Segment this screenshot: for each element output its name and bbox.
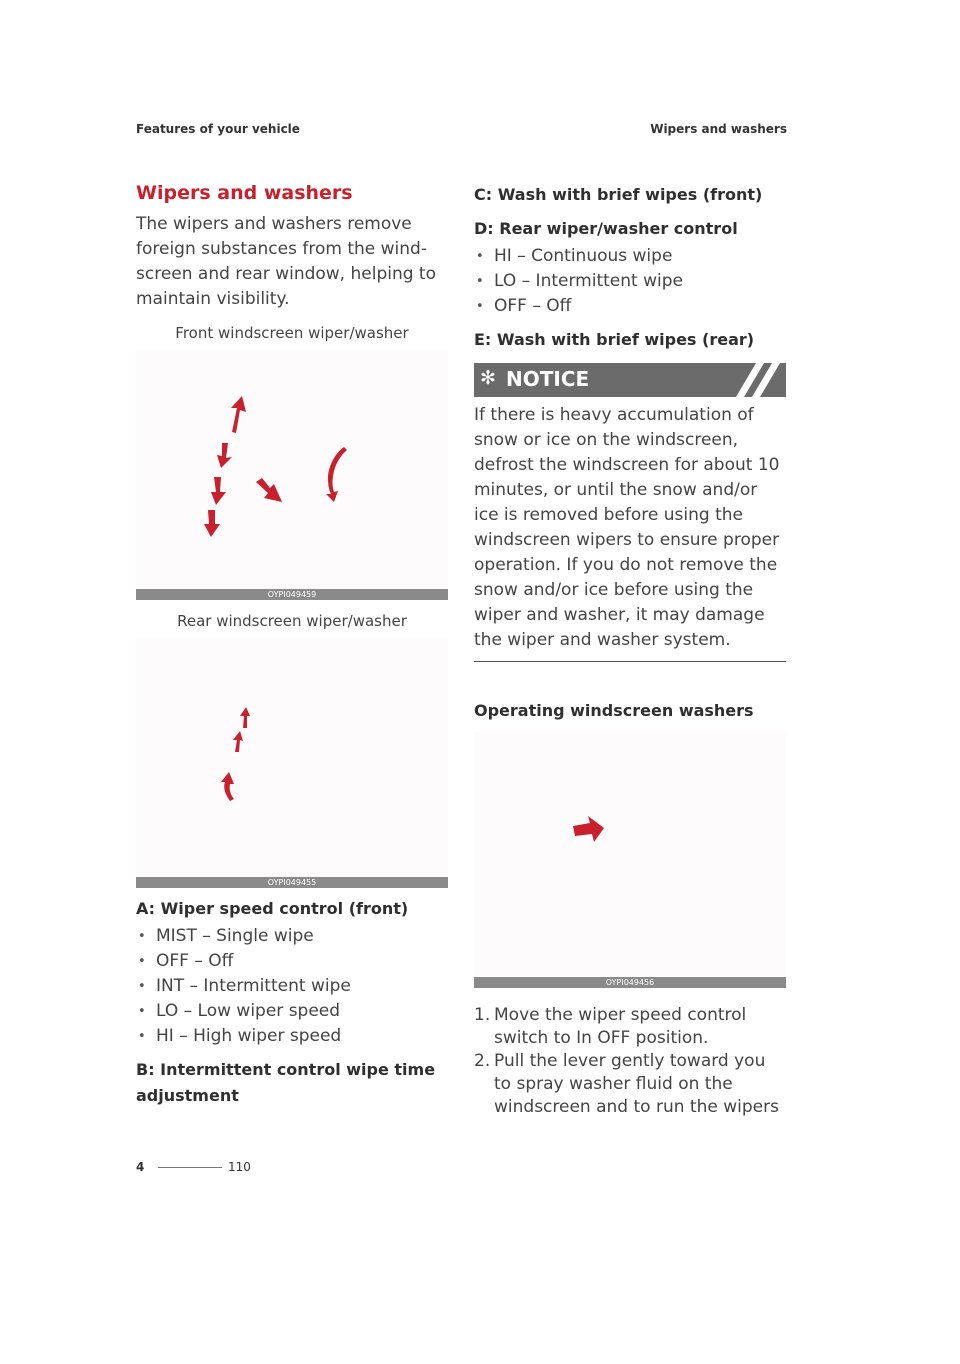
rear-wiper-figure	[136, 638, 448, 888]
operating-washers-figure	[474, 732, 786, 988]
figure-code: OYPI049456	[474, 977, 786, 988]
notice-text: If there is heavy accumulation of snow or ice on the windscreen, defrost the windscreen for about 10 minutes, or until the snow and/or ice is removed before using the windscreen wipers to ensure proper operation. If you do not remove the snow and/or ice before using the wiper and washer, it may damage the wiper and washer system.	[474, 405, 780, 650]
list-item: • HI – High wiper speed	[136, 1024, 448, 1049]
running-header-chapter: Features of your vehicle	[136, 122, 300, 136]
step-number: 1.	[474, 1005, 491, 1025]
divider	[158, 1167, 222, 1168]
stripes-icon	[726, 363, 786, 397]
arrow-up-icon	[240, 707, 250, 728]
arrow-up-icon	[231, 396, 246, 433]
running-header-section: Wipers and washers	[650, 122, 787, 136]
arrow-down-icon	[217, 443, 232, 468]
list-item	[474, 1004, 786, 1050]
section-a-list	[136, 924, 448, 1049]
front-figure-caption: Front windscreen wiper/washer	[175, 324, 409, 342]
section-a-title: A: Wiper speed control (front)	[136, 899, 409, 918]
figure-code: OYPI049455	[136, 877, 448, 888]
notice-banner	[474, 363, 786, 397]
step-number: 2.	[474, 1051, 491, 1071]
arrow-curve-right-icon	[256, 478, 282, 502]
front-wiper-arrows-illustration	[136, 350, 448, 590]
section-b-title: B: Intermittent control wipe time adjustment	[136, 1060, 436, 1105]
list-item: • OFF – Off	[474, 294, 786, 319]
rear-wiper-arrows-illustration	[136, 638, 448, 878]
arrow-down-icon	[204, 510, 220, 537]
asterisk-icon: ✻	[480, 367, 496, 389]
arrow-right-icon	[573, 816, 604, 842]
notice-label: NOTICE	[506, 367, 590, 391]
list-item: • LO – Low wiper speed	[136, 999, 448, 1024]
page-number: 110	[228, 1160, 251, 1174]
step-text: Pull the lever gently toward you to spray washer fluid on the windscreen and to run the wipers	[494, 1051, 779, 1117]
section-e-title: E: Wash with brief wipes (rear)	[474, 330, 755, 349]
rear-figure-caption: Rear windscreen wiper/washer	[177, 612, 407, 630]
operating-washers-title: Operating windscreen washers	[474, 701, 754, 720]
figure-code: OYPI049459	[136, 589, 448, 600]
list-item: • MIST – Single wipe	[136, 924, 448, 949]
list-item	[474, 1050, 786, 1119]
list-item: • LO – Intermittent wipe	[474, 269, 786, 294]
arrow-curve-up-icon	[221, 772, 234, 801]
arrow-up-icon	[233, 731, 243, 752]
step-text: Move the wiper speed control switch to In OFF position.	[494, 1005, 747, 1048]
front-wiper-figure	[136, 350, 448, 600]
arrow-down-icon	[211, 477, 226, 505]
list-item: • OFF – Off	[136, 949, 448, 974]
list-item: • INT – Intermittent wipe	[136, 974, 448, 999]
arrow-curve-icon	[326, 447, 347, 502]
right-column	[474, 182, 786, 1119]
washer-lever-illustration	[474, 732, 786, 977]
section-d-title: D: Rear wiper/washer control	[474, 219, 738, 238]
steps-list	[474, 1004, 786, 1119]
chapter-number: 4	[136, 1160, 145, 1174]
section-c-title: C: Wash with brief wipes (front)	[474, 185, 763, 204]
intro-paragraph: The wipers and washers remove foreign substances from the wind-screen and rear window, helping to maintain visibility.	[136, 214, 436, 309]
list-item: • HI – Continuous wipe	[474, 244, 786, 269]
page-title: Wipers and washers	[136, 182, 353, 204]
section-d-list	[474, 244, 786, 319]
left-column	[136, 182, 448, 1109]
